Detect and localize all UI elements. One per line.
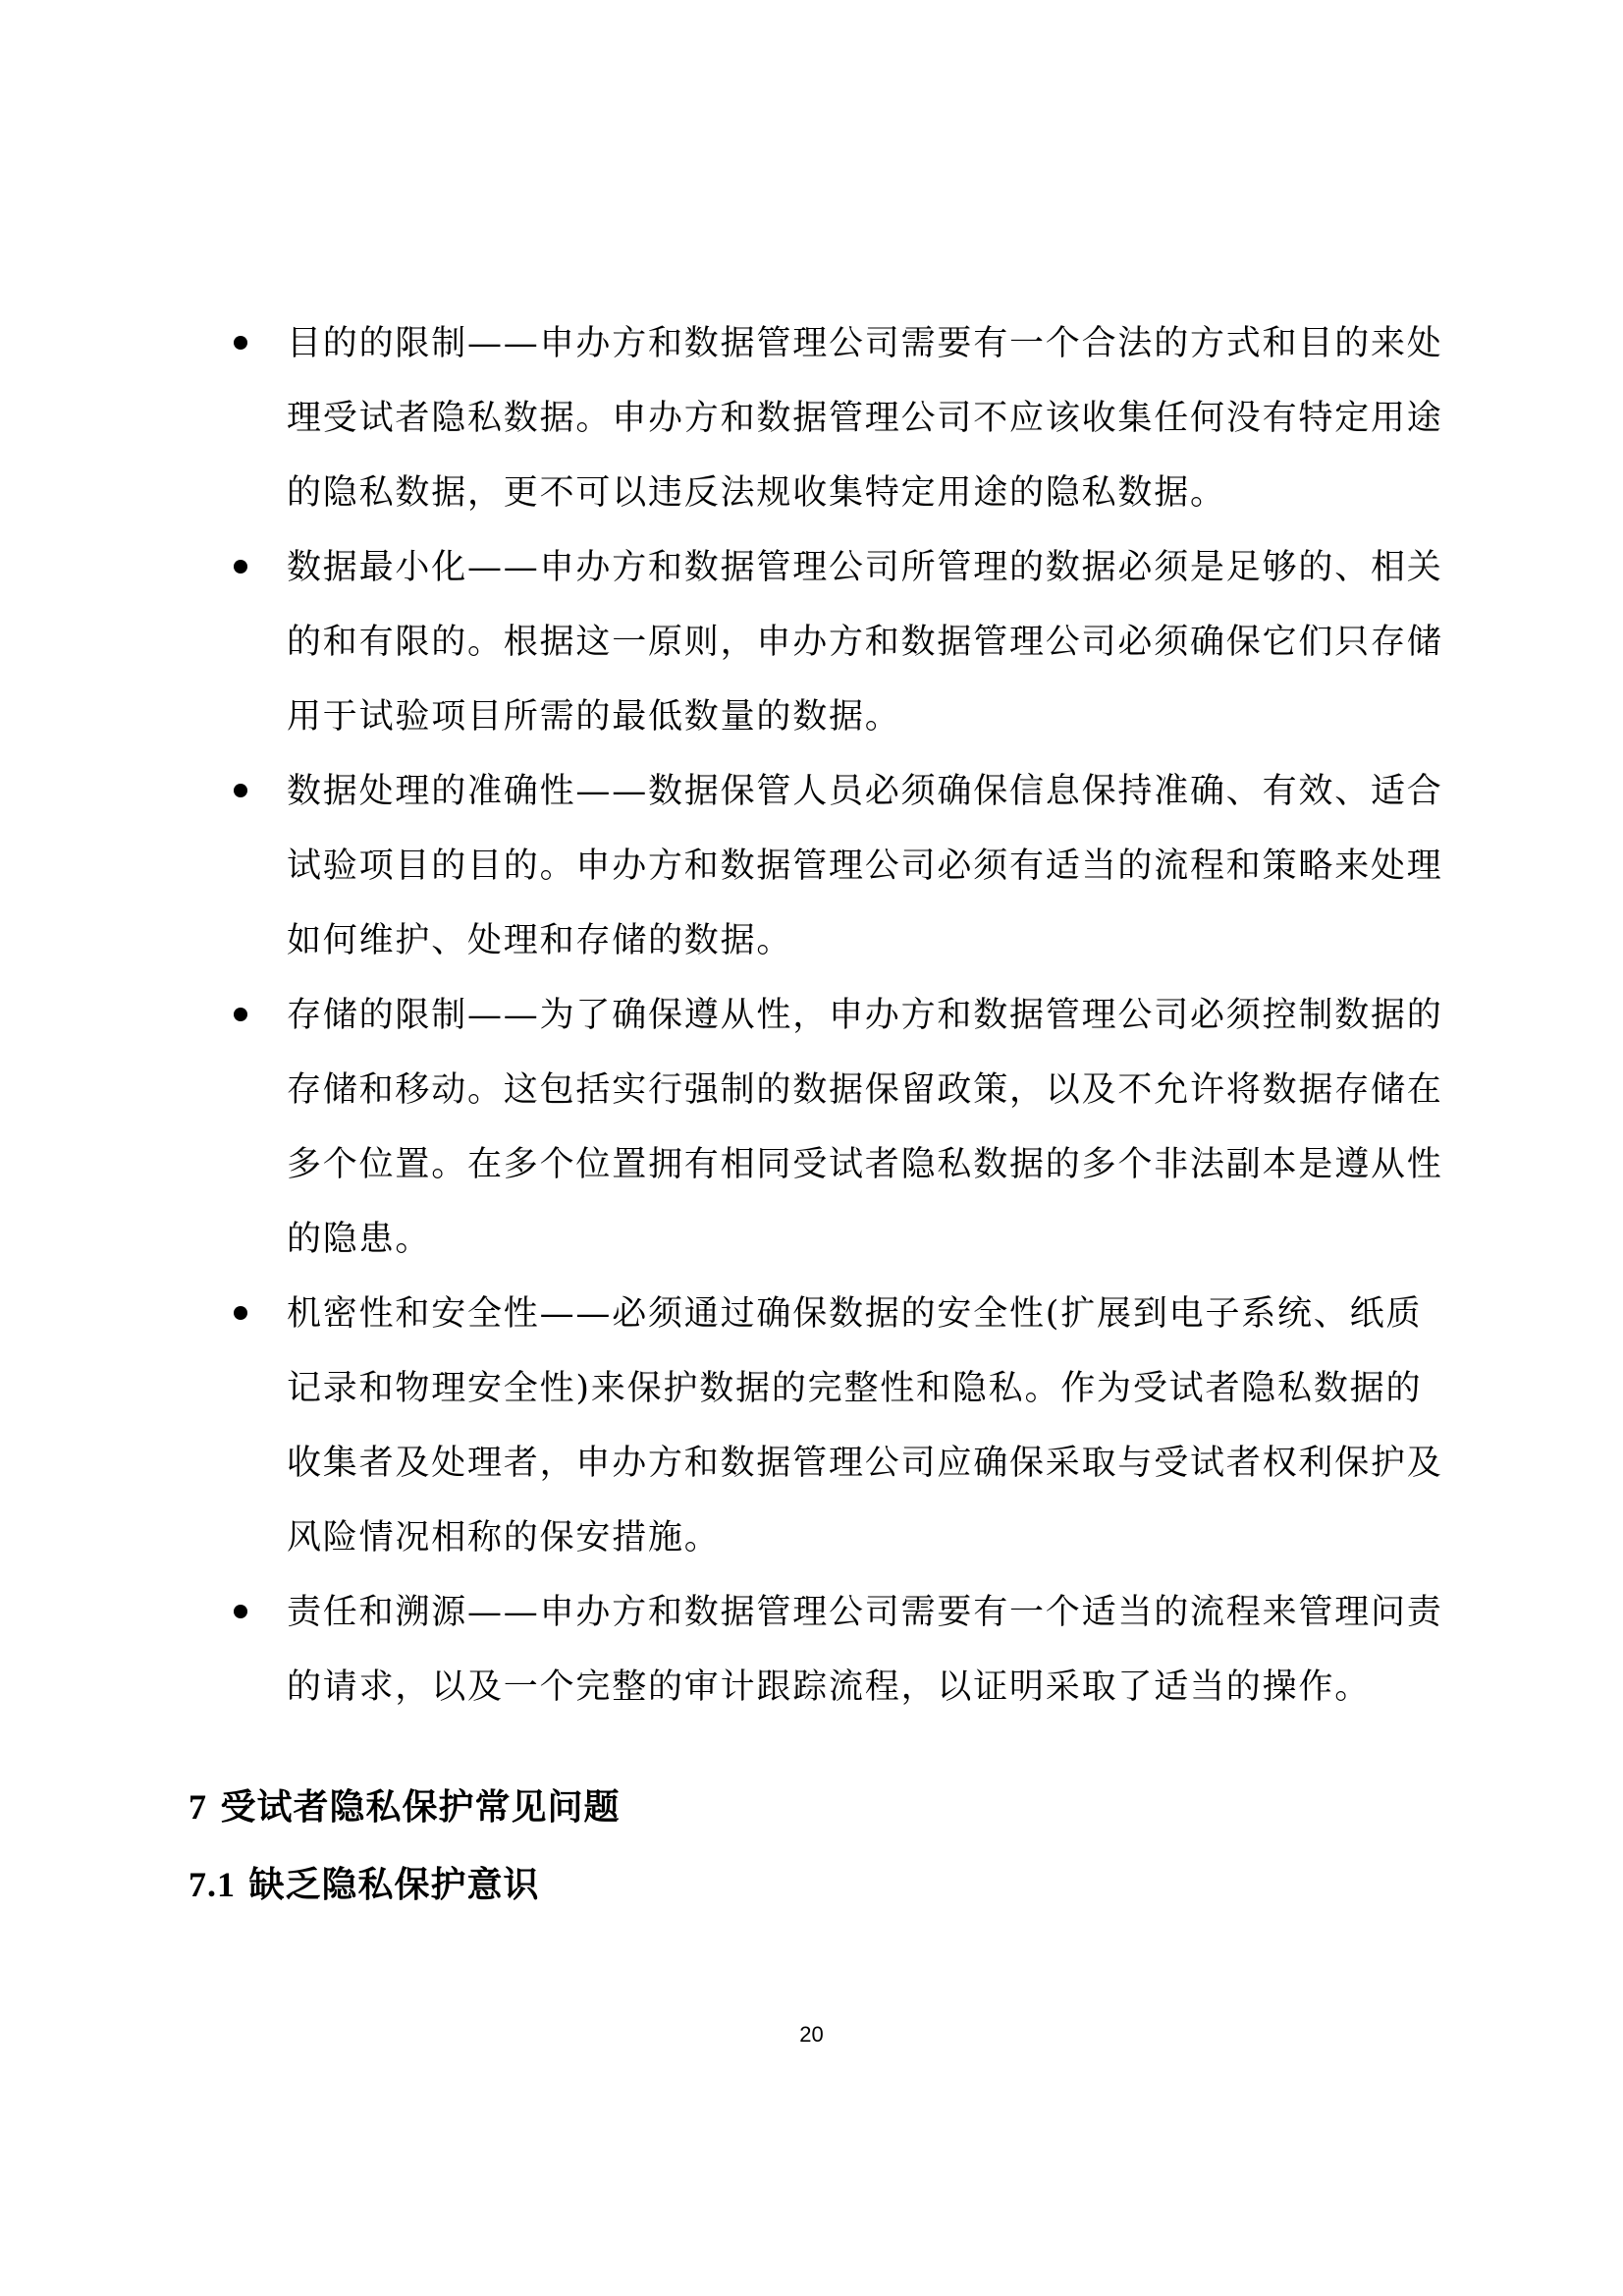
subsection-number: 7.1 — [189, 1865, 236, 1904]
list-item-text: 目的的限制——申办方和数据管理公司需要有一个合法的方式和目的来处理受试者隐私数据。申办方和数据管理公司不应该收集任何没有特定用途的隐私数据，更不可以违反法规收集特定用途的隐私数据。 — [287, 324, 1443, 513]
bullet-icon — [234, 784, 247, 797]
list-item-text: 数据最小化——申办方和数据管理公司所管理的数据必须是足够的、相关的和有限的。根据这一原则，申办方和数据管理公司必须确保它们只存储用于试验项目所需的最低数量的数据。 — [287, 548, 1443, 737]
bullet-icon — [234, 1306, 247, 1320]
subsection-heading — [189, 1860, 540, 1909]
list-item — [234, 754, 1451, 978]
list-item — [234, 306, 1451, 530]
principles-list — [234, 306, 1451, 1724]
section-number: 7 — [189, 1787, 207, 1827]
list-item-text: 责任和溯源——申办方和数据管理公司需要有一个适当的流程来管理问责的请求，以及一个完整的审计跟踪流程，以证明采取了适当的操作。 — [287, 1593, 1443, 1707]
list-item-text: 机密性和安全性——必须通过确保数据的安全性(扩展到电子系统、纸质记录和物理安全性)来保护数据的完整性和隐私。作为受试者隐私数据的收集者及处理者，申办方和数据管理公司应确保采取与受试者权利保护及风险情况相称的保安措施。 — [287, 1294, 1443, 1558]
subsection-title: 缺乏隐私保护意识 — [248, 1864, 540, 1905]
list-item — [234, 1575, 1451, 1724]
list-item — [234, 1277, 1451, 1575]
bullet-icon — [234, 336, 247, 350]
page-number: 20 — [799, 2022, 824, 2047]
bullet-icon — [234, 560, 247, 574]
section-heading — [189, 1782, 621, 1831]
list-item — [234, 978, 1451, 1277]
list-item — [234, 530, 1451, 754]
section-title: 受试者隐私保护常见问题 — [220, 1786, 621, 1828]
list-item-text: 存储的限制——为了确保遵从性，申办方和数据管理公司必须控制数据的存储和移动。这包括实行强制的数据保留政策，以及不允许将数据存储在多个位置。在多个位置拥有相同受试者隐私数据的多个非法副本是遵从性的隐患。 — [287, 996, 1443, 1259]
bullet-icon — [234, 1605, 247, 1618]
list-item-text: 数据处理的准确性——数据保管人员必须确保信息保持准确、有效、适合试验项目的目的。申办方和数据管理公司必须有适当的流程和策略来处理如何维护、处理和存储的数据。 — [287, 772, 1443, 960]
bullet-icon — [234, 1008, 247, 1021]
